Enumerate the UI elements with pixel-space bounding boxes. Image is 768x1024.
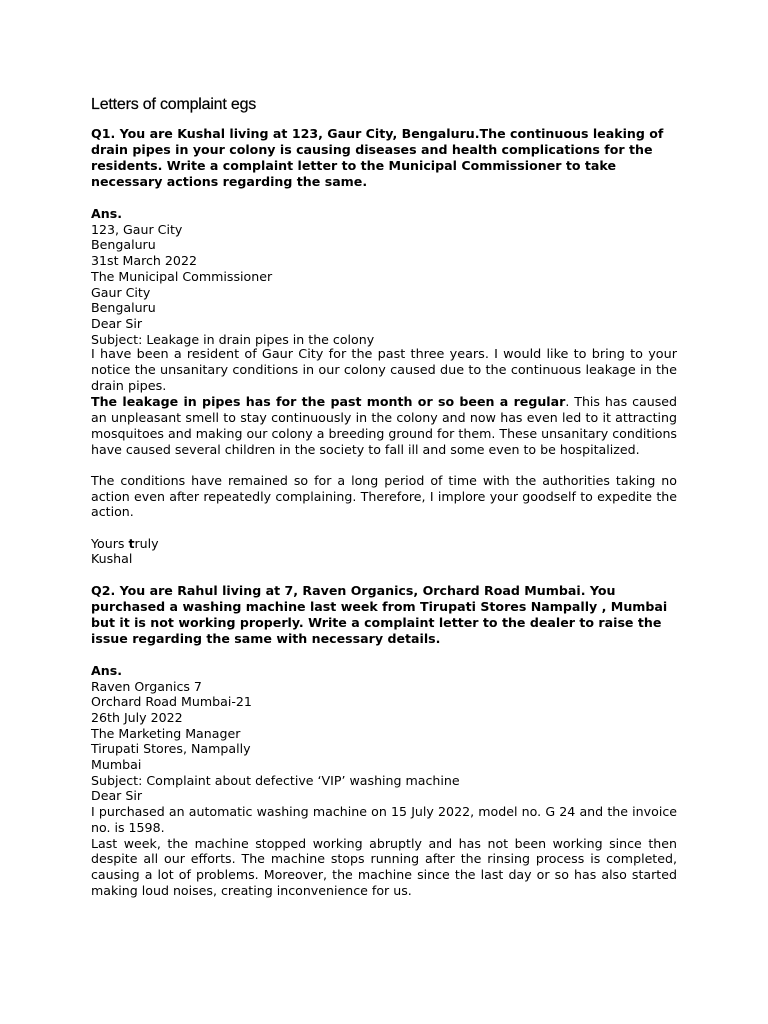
question-2-text: Q2. You are Rahul living at 7, Raven Organics, Orchard Road Mumbai. You purchased a washing machine last week from Tirupati Stores Nampally , Mumbai but it is not working properly. Write a complaint letter to the dealer to raise the issue regarding the same with necessary details.: [91, 582, 668, 646]
letter-1-signature: Kushal: [91, 551, 133, 567]
letter-1-line: The Municipal Commissioner: [91, 268, 273, 284]
letter-1-line: Dear Sir: [91, 315, 143, 331]
letter-2-line: Tirupati Stores, Nampally: [91, 741, 251, 757]
letter-2-paragraph-1: I purchased an automatic washing machine on 15 July 2022, model no. G 24 and the invoice no. is 1598.: [91, 804, 677, 835]
letter-2-line: The Marketing Manager: [91, 725, 241, 741]
closing-text: Yours: [91, 535, 129, 551]
letter-2-line: Subject: Complaint about defective ‘VIP’ washing machine: [91, 772, 460, 788]
letter-1-header: [91, 222, 677, 348]
letter-2-line: Mumbai: [91, 757, 142, 773]
closing-text-end: ruly: [134, 535, 159, 551]
answer-2-label: Ans.: [91, 662, 122, 678]
letter-1-emphasis: The leakage in pipes has for the past month or so been a regular: [91, 394, 566, 410]
letter-2-paragraph-2: Last week, the machine stopped working abruptly and has not been working since then despite all our efforts. The machine stops running after the rinsing process is completed, causing a lot of problems. Moreover, the machine since the last day or so has also started making loud noises, creating inconvenience for us.: [91, 835, 677, 898]
question-1-section: [91, 126, 677, 567]
question-1-text: Q1. You are Kushal living at 123, Gaur City, Bengaluru.The continuous leaking of drain pipes in your colony is causing diseases and health complications for the residents. Write a complaint letter to the Municipal Commissioner to take necessary actions regarding the same.: [91, 126, 664, 189]
letter-1-paragraph-2: [91, 394, 677, 457]
letter-2-line: Orchard Road Mumbai-21: [91, 694, 252, 710]
letter-1-line: Subject: Leakage in drain pipes in the colony: [91, 331, 375, 347]
answer-1-label: Ans.: [91, 206, 122, 221]
letter-2-line: Raven Organics 7: [91, 678, 202, 694]
letter-1-line: Bengaluru: [91, 237, 156, 253]
letter-1-closing: [91, 536, 677, 552]
document-title: Letters of complaint egs: [91, 96, 257, 113]
letter-2-line: Dear Sir: [91, 788, 143, 804]
letter-1-paragraph-2-rest: . This has caused an unpleasant smell to stay continuously in the colony and now has even led to it attracting mosquitoes and making our colony a breeding ground for them. These unsanitary conditions have caused several children in the society to fall ill and some even to be hospitalized.: [91, 394, 677, 457]
letter-1-line: 123, Gaur City: [91, 221, 183, 237]
letter-2-line: 26th July 2022: [91, 709, 183, 725]
letter-1-line: Bengaluru: [91, 300, 156, 316]
letter-1-line: 31st March 2022: [91, 253, 197, 269]
letter-1-paragraph-1: I have been a resident of Gaur City for the past three years. I would like to bring to your notice the unsanitary conditions in our colony caused due to the continuous leakage in the drain pipes.: [91, 347, 677, 394]
letter-1-paragraph-3: The conditions have remained so for a long period of time with the authorities taking no action even after repeatedly complaining. Therefore, I implore your goodself to expedite the action.: [91, 472, 677, 520]
question-2-section: [91, 583, 677, 899]
letter-1-line: Gaur City: [91, 284, 151, 300]
letter-2-header: [91, 679, 677, 805]
closing-bold-letter: t: [128, 535, 135, 551]
